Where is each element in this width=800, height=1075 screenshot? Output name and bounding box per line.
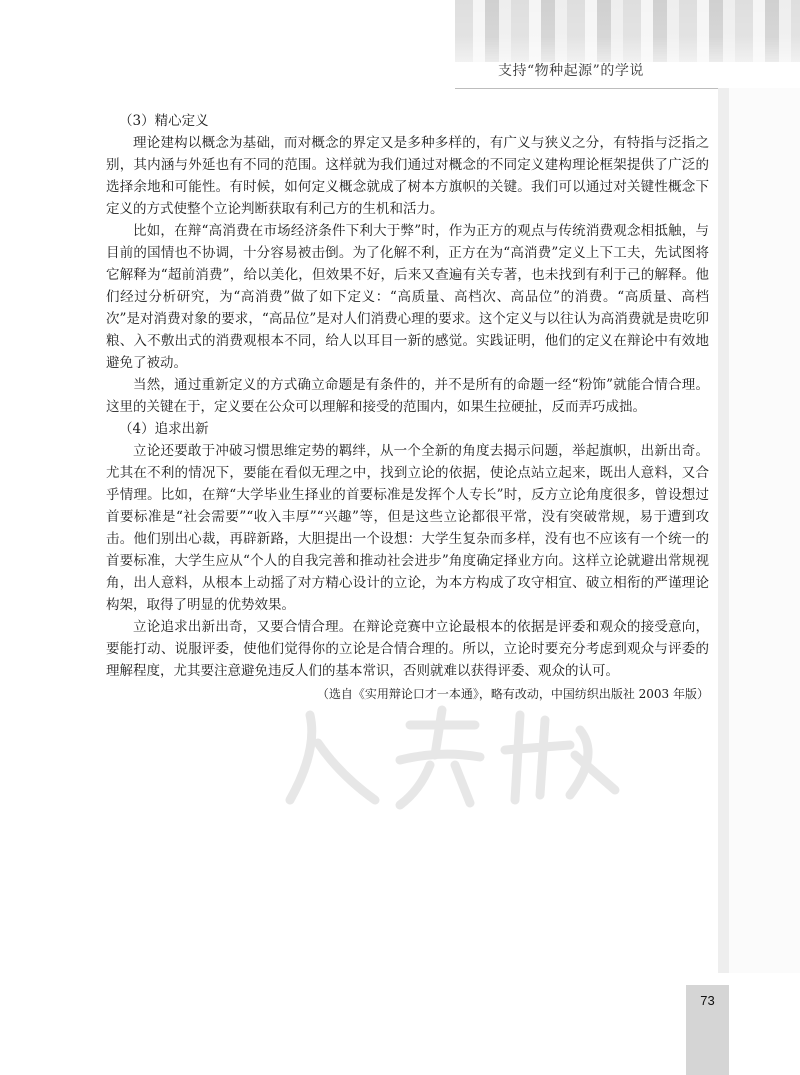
body-paragraph: 理论建构以概念为基础，而对概念的界定又是多种多样的，有广义与狭义之分，有特指与泛指之别，其内涵与外延也有不同的范围。这样就为我们通过对概念的不同定义建构理论框架提供了广泛的选择余地和可能性。有时候，如何定义概念就成了树本方旗帜的关键。我们可以通过对关键性概念下定义的方式使整个立论判断获取有利己方的生机和活力。 bbox=[106, 135, 709, 217]
side-margin-band bbox=[718, 88, 729, 973]
running-header-title: 支持“物种起源”的学说 bbox=[498, 63, 644, 79]
publisher-watermark-logo bbox=[270, 695, 630, 815]
page-number: 73 bbox=[700, 993, 715, 1008]
body-paragraph: 当然，通过重新定义的方式确立命题是有条件的，并不是所有的命题一经“粉饰”就能合情合理。这里的关键在于，定义要在公众可以理解和接受的范围内，如果生拉硬扯，反而弄巧成拙。 bbox=[106, 377, 709, 415]
section-heading-define: （3）精心定义 bbox=[119, 113, 209, 129]
side-margin-panel bbox=[729, 88, 800, 973]
article-body bbox=[106, 110, 709, 704]
body-paragraph: 立论还要敢于冲破习惯思维定势的羁绊，从一个全新的角度去揭示问题，举起旗帜，出新出奇。尤其在不利的情况下，要能在看似无理之中，找到立论的依据，使论点站立起来，既出人意料，又合乎情理。比如，在辩“大学毕业生择业的首要标准是发挥个人专长”时，反方立论角度很多，曾设想过首要标准是“社会需要”“收入丰厚”“兴趣”等，但是这些立论都很平常，没有突破常规，易于遭到攻击。他们别出心裁，再辟新路，大胆提出一个设想：大学生复杂而多样，没有也不应该有一个统一的首要标准，大学生应从“个人的自我完善和推动社会进步”角度确定择业方向。这样立论就避出常规视角，出人意料，从根本上动摇了对方精心设计的立论，为本方构成了攻守相宜、破立相衔的严谨理论构架，取得了明显的优势效果。 bbox=[106, 443, 709, 613]
body-paragraph: 比如，在辩“高消费在市场经济条件下利大于弊”时，作为正方的观点与传统消费观念相抵触，与目前的国情也不协调，十分容易被击倒。为了化解不利，正方在为“高消费”定义上下工夫，先试图将它解释为“超前消费”，给以美化，但效果不好，后来又查遍有关专著，也未找到有利于己的解释。他们经过分析研究，为“高消费”做了如下定义：“高质量、高档次、高品位”的消费。“高质量、高档次”是对消费对象的要求，“高品位”是对人们消费心理的要求。这个定义与以往认为高消费就是贵吃卯粮、入不敷出式的消费观根本不同，给人以耳目一新的感觉。实践证明，他们的定义在辩论中有效地避免了被动。 bbox=[106, 223, 709, 371]
section-heading-innovate: （4）追求出新 bbox=[119, 421, 209, 437]
source-citation: （选自《实用辩论口才一本通》，略有改动，中国纺织出版社 2003 年版） bbox=[316, 687, 709, 701]
body-paragraph: 立论追求出新出奇，又要合情合理。在辩论竞赛中立论最根本的依据是评委和观众的接受意向，要能打动、说服评委，使他们觉得你的立论是合情合理的。所以，立论时要充分考虑到观众与评委的理解程度，尤其要注意避免违反人们的基本常识，否则就难以获得评委、观众的认可。 bbox=[106, 619, 709, 679]
header-decorative-band bbox=[455, 0, 800, 62]
